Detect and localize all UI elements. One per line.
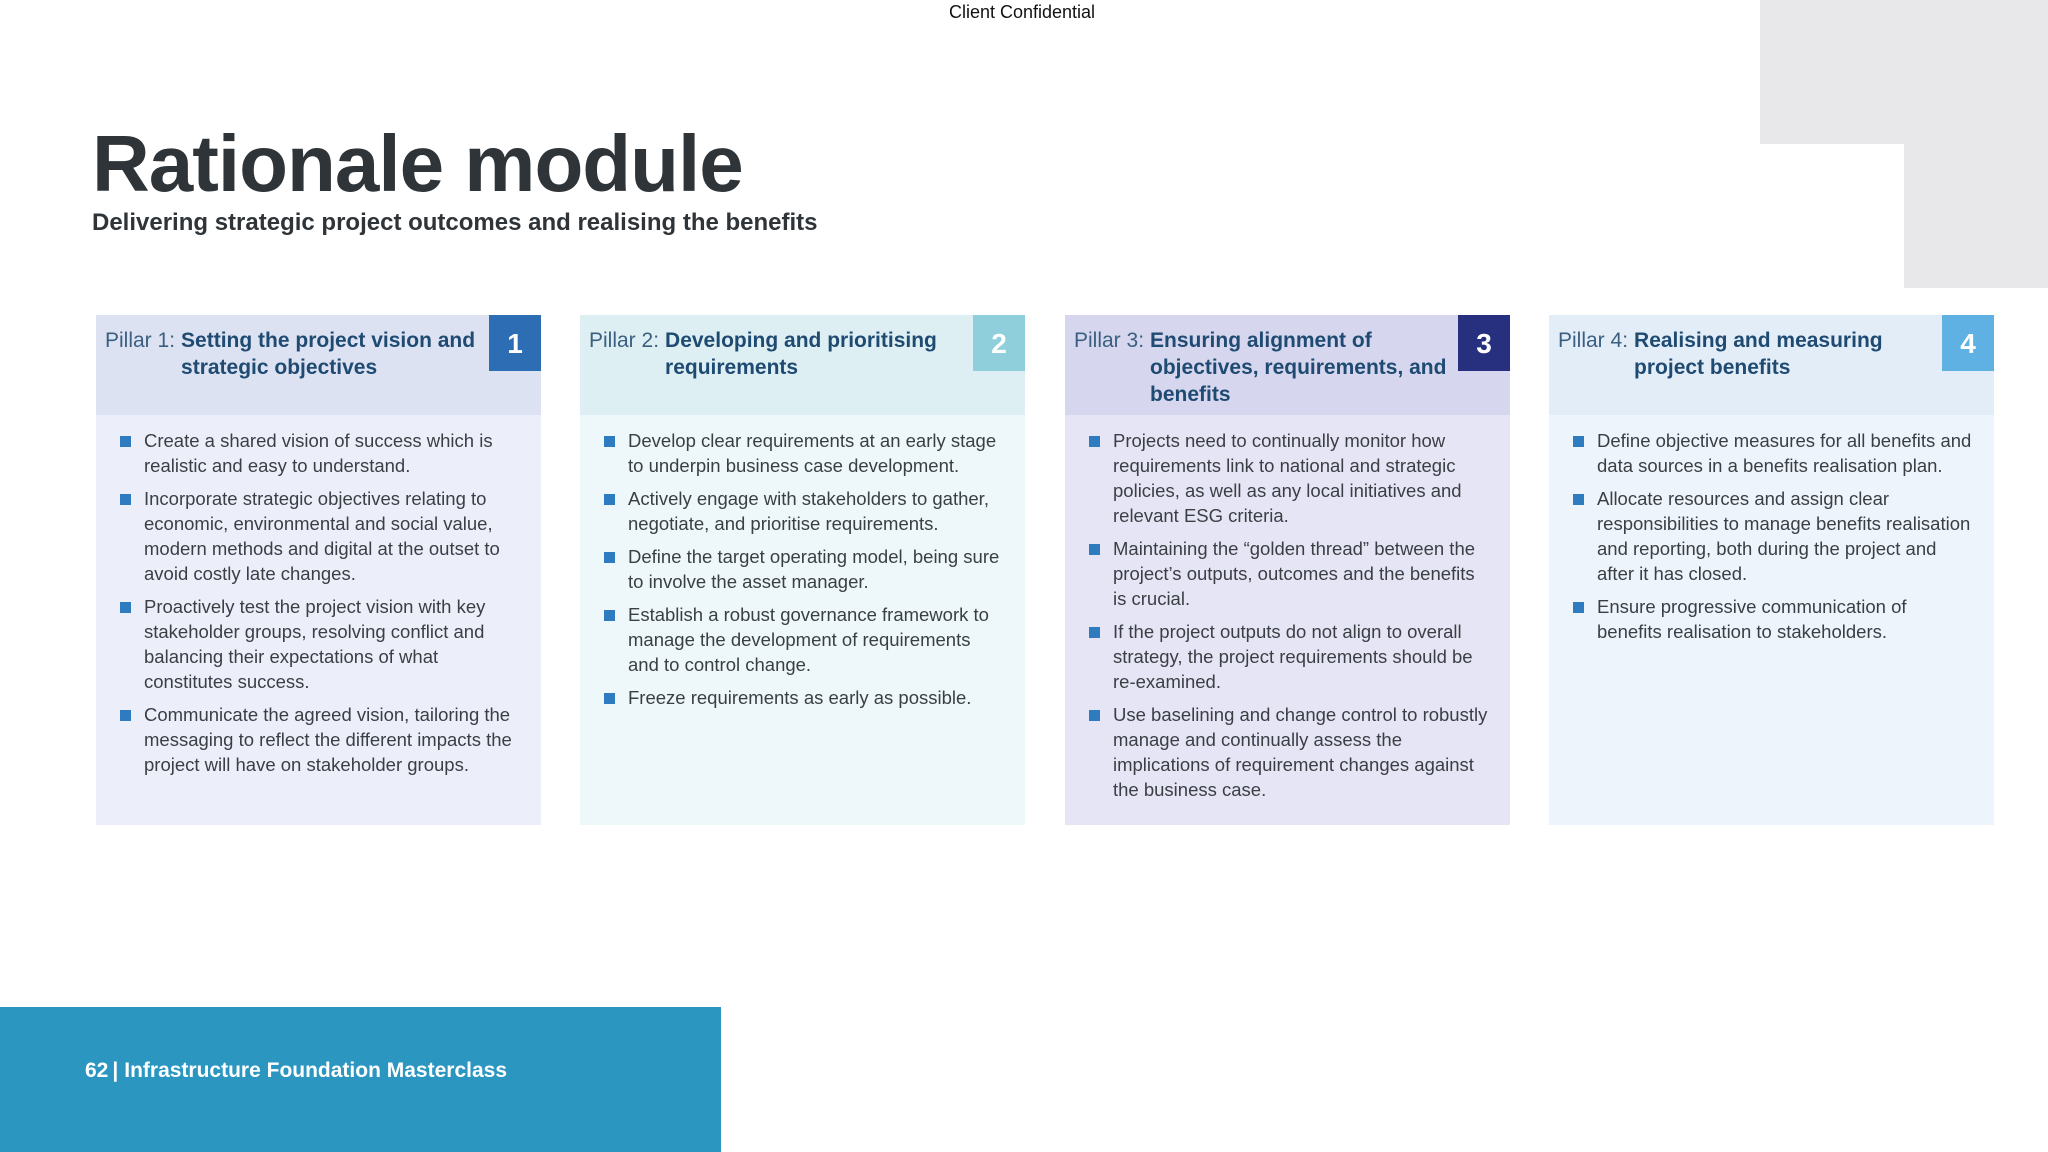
client-confidential-label: Client Confidential	[948, 2, 1096, 22]
bullet-square-icon	[604, 610, 615, 621]
bullet-item: Freeze requirements as early as possible.	[604, 685, 1004, 710]
pillar-2-prefix: Pillar 2:	[589, 329, 660, 352]
bullet-item: If the project outputs do not align to overall strategy, the project requirements should be re-examined.	[1089, 619, 1489, 694]
bullet-item: Create a shared vision of success which is realistic and easy to understand.	[120, 428, 520, 478]
pillar-4-card	[1549, 315, 1994, 825]
pillar-4-bullet-list	[1573, 428, 1973, 652]
bullet-square-icon	[1089, 710, 1100, 721]
footer-label	[85, 1057, 507, 1085]
bullet-square-icon	[120, 436, 131, 447]
bullet-square-icon	[1089, 627, 1100, 638]
pillar-1-bullet-list	[120, 428, 520, 785]
pillar-1-heading	[105, 327, 480, 381]
pillar-4-title: Realising and measuring project benefits	[1634, 329, 1883, 379]
pillar-1-header	[96, 315, 541, 415]
decorative-block-top	[1760, 0, 2048, 144]
pillar-1-title: Setting the project vision and strategic objectives	[181, 329, 476, 379]
bullet-square-icon	[604, 436, 615, 447]
pillar-3-number-badge: 3	[1458, 315, 1510, 371]
pillar-1-number-badge: 1	[489, 315, 541, 371]
pillar-3-heading	[1074, 327, 1449, 408]
page-number: 62	[85, 1059, 109, 1082]
bullet-item: Communicate the agreed vision, tailoring the messaging to reflect the different impacts the project will have on stakeholder groups.	[120, 702, 520, 777]
bullet-square-icon	[1089, 544, 1100, 555]
bullet-item: Incorporate strategic objectives relating to economic, environmental and social value, modern methods and digital at the outset to avoid costly late changes.	[120, 486, 520, 586]
pillar-1-body	[96, 415, 541, 825]
bullet-square-icon	[1573, 602, 1584, 613]
footer-bar	[0, 1007, 721, 1152]
bullet-item: Define objective measures for all benefits and data sources in a benefits realisation plan.	[1573, 428, 1973, 478]
pillar-2-heading	[589, 327, 964, 381]
pillar-4-prefix: Pillar 4:	[1558, 329, 1629, 352]
bullet-item: Define the target operating model, being sure to involve the asset manager.	[604, 544, 1004, 594]
pillar-4-number-badge: 4	[1942, 315, 1994, 371]
pillar-4-header	[1549, 315, 1994, 415]
pillar-2-number-badge: 2	[973, 315, 1025, 371]
page-title: Rationale module	[92, 119, 743, 208]
pillar-2-header	[580, 315, 1025, 415]
bullet-item: Actively engage with stakeholders to gather, negotiate, and prioritise requirements.	[604, 486, 1004, 536]
bullet-square-icon	[604, 552, 615, 563]
bullet-square-icon	[1573, 436, 1584, 447]
pillar-3-header	[1065, 315, 1510, 415]
decorative-block-lower	[1904, 144, 2048, 288]
pillar-3-title: Ensuring alignment of objectives, requirements, and benefits	[1150, 329, 1447, 406]
pillar-3-body	[1065, 415, 1510, 825]
bullet-square-icon	[1573, 494, 1584, 505]
bullet-square-icon	[604, 494, 615, 505]
bullet-item: Develop clear requirements at an early stage to underpin business case development.	[604, 428, 1004, 478]
bullet-square-icon	[1089, 436, 1100, 447]
bullet-item: Ensure progressive communication of benefits realisation to stakeholders.	[1573, 594, 1973, 644]
bullet-square-icon	[120, 494, 131, 505]
bullet-item: Allocate resources and assign clear responsibilities to manage benefits realisation and reporting, both during the project and after it has closed.	[1573, 486, 1973, 586]
pillar-2-title: Developing and prioritising requirements	[665, 329, 937, 379]
pillar-3-prefix: Pillar 3:	[1074, 329, 1145, 352]
bullet-item: Use baselining and change control to robustly manage and continually assess the implications of requirement changes against the business case.	[1089, 702, 1489, 802]
pillar-2-bullet-list	[604, 428, 1004, 718]
pillar-4-heading	[1558, 327, 1933, 381]
pillar-3-bullet-list	[1089, 428, 1489, 810]
bullet-square-icon	[120, 710, 131, 721]
pillar-2-body	[580, 415, 1025, 825]
bullet-item: Establish a robust governance framework to manage the development of requirements and to control change.	[604, 602, 1004, 677]
course-name: Infrastructure Foundation Masterclass	[124, 1059, 507, 1082]
pillar-1-prefix: Pillar 1:	[105, 329, 176, 352]
pillar-3-card	[1065, 315, 1510, 825]
page-subtitle: Delivering strategic project outcomes and realising the benefits	[92, 209, 818, 236]
bullet-square-icon	[120, 602, 131, 613]
pillar-4-body	[1549, 415, 1994, 825]
bullet-item: Projects need to continually monitor how requirements link to national and strategic policies, as well as any local initiatives and relevant ESG criteria.	[1089, 428, 1489, 528]
footer-separator: |	[112, 1059, 119, 1082]
bullet-item: Proactively test the project vision with key stakeholder groups, resolving conflict and balancing their expectations of what constitutes success.	[120, 594, 520, 694]
pillar-1-card	[96, 315, 541, 825]
bullet-square-icon	[604, 693, 615, 704]
pillar-2-card	[580, 315, 1025, 825]
bullet-item: Maintaining the “golden thread” between the project’s outputs, outcomes and the benefits is crucial.	[1089, 536, 1489, 611]
